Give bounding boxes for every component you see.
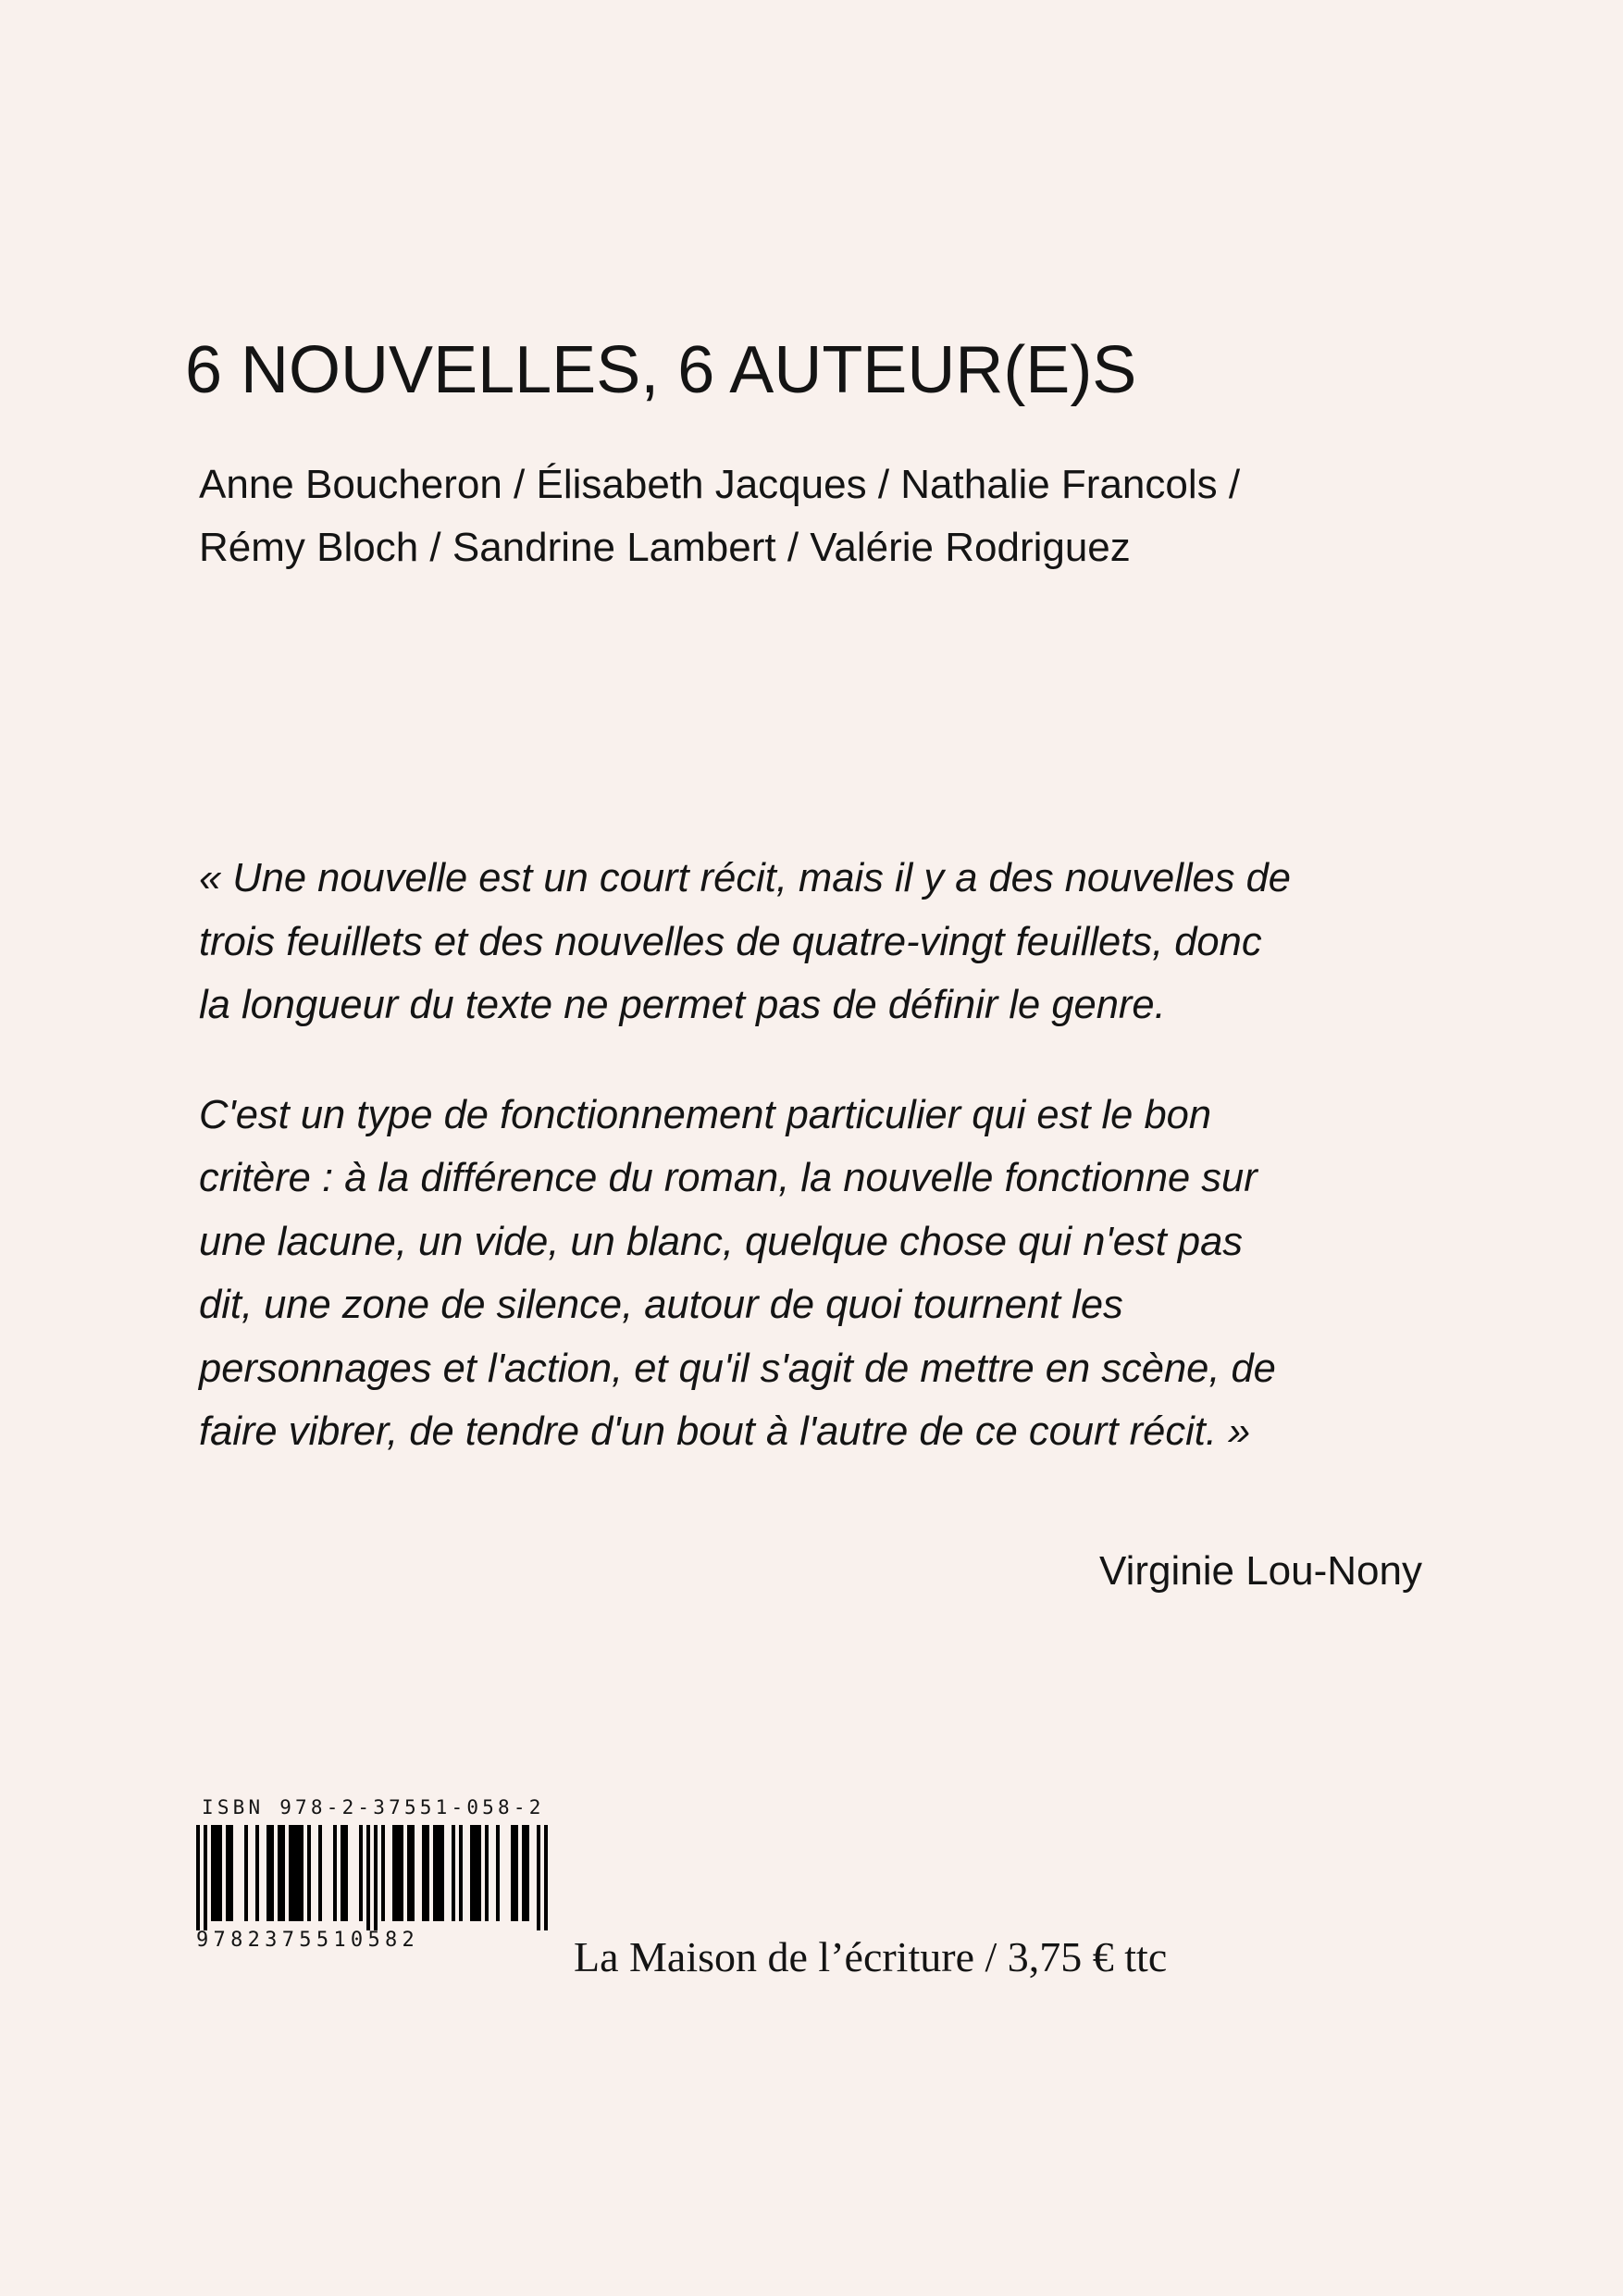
quote-line: la longueur du texte ne permet pas de définir le genre. [199,983,1166,1027]
publisher-price: La Maison de l’écriture / 3,75 € ttc [574,1933,1168,1980]
barcode-bar [470,1825,481,1921]
barcode-bar [544,1825,548,1930]
barcode-bar [522,1825,529,1921]
barcode-bar [211,1825,222,1921]
quote-line: dit, une zone de silence, autour de quoi tournent les [199,1283,1123,1327]
quote-line: « Une nouvelle est un court récit, mais il y a des nouvelles de [199,856,1291,900]
barcode-bar [366,1825,370,1930]
quote-line: personnages et l'action, et qu'il s'agit de mettre en scène, de [199,1346,1276,1391]
barcode-bar [226,1825,233,1921]
barcode-bar [266,1825,274,1921]
barcode-bar [381,1825,385,1921]
isbn-label: ISBN 978-2-37551-058-2 [202,1796,545,1818]
barcode-bar [485,1825,489,1921]
quote-paragraph [199,1084,1430,1464]
quote-paragraph [199,847,1430,1037]
barcode-bar [537,1825,540,1930]
barcode-bar [341,1825,348,1921]
barcode-bar [318,1825,322,1921]
barcode-bar [392,1825,403,1921]
barcode-bar [459,1825,463,1921]
barcode-bar [204,1825,207,1930]
barcode-bar [255,1825,259,1921]
barcode-bar [333,1825,337,1921]
book-title: 6 NOUVELLES, 6 AUTEUR(E)S [185,333,1137,407]
barcode-bar [422,1825,429,1921]
quote-line: une lacune, un vide, un blanc, quelque chose qui n'est pas [199,1219,1244,1264]
barcode-bar [407,1825,415,1921]
barcode-bar [433,1825,444,1921]
quote-author: Virginie Lou-Nony [1099,1548,1422,1594]
barcode-bar [278,1825,285,1921]
quote-line: trois feuillets et des nouvelles de quatre-vingt feuillets, donc [199,919,1262,964]
back-cover-quote [199,847,1430,1510]
quote-line: critère : à la différence du roman, la nouvelle fonctionne sur [199,1156,1258,1200]
quote-line: faire vibrer, de tendre d'un bout à l'autre de ce court récit. » [199,1409,1251,1454]
barcode-bar [374,1825,378,1930]
ean13-barcode [196,1825,548,1930]
barcode-bar [452,1825,455,1921]
barcode-bar [359,1825,363,1921]
barcode-digits: 9782375510582 [196,1929,420,1952]
barcode-bar [196,1825,200,1930]
author-line: Rémy Bloch / Sandrine Lambert / Valérie Rodriguez [199,525,1131,570]
barcode-bar [307,1825,311,1921]
quote-line: C'est un type de fonctionnement particulier qui est le bon [199,1092,1212,1137]
barcode-bar [244,1825,248,1921]
barcode-bar [511,1825,518,1921]
barcode-bar [289,1825,304,1921]
barcode-bar [496,1825,500,1921]
author-list [199,453,1240,579]
author-line: Anne Boucheron / Élisabeth Jacques / Nathalie Francols / [199,462,1241,507]
barcode-block [196,1795,548,1953]
